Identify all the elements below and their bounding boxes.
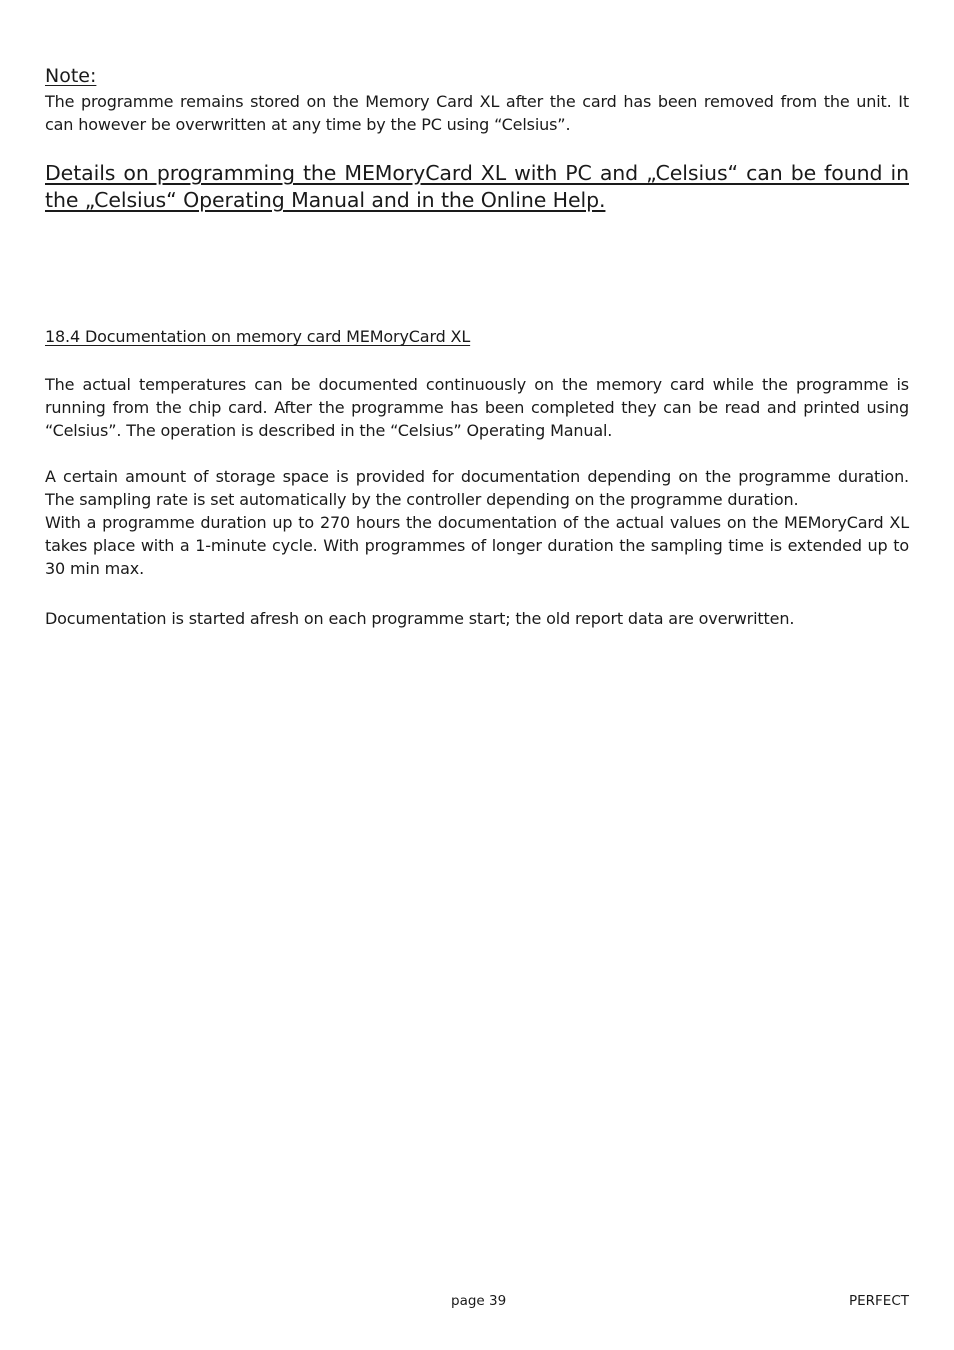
section-paragraph-2 bbox=[45, 465, 909, 580]
details-reference: Details on programming the MEMoryCard XL with PC and „Celsius“ can be found in the „Celsius“ Operating Manual and in the Online Help. bbox=[45, 161, 909, 212]
page-number: page 39 bbox=[451, 1293, 507, 1309]
section-paragraph-3: Documentation is started afresh on each programme start; the old report data are overwritten. bbox=[45, 609, 795, 628]
note-body: The programme remains stored on the Memory Card XL after the card has been removed from the unit. It can however be overwritten at any time by the PC using “Celsius”. bbox=[45, 92, 909, 134]
footer-brand: PERFECT bbox=[848, 1293, 909, 1309]
section-paragraph-1: The actual temperatures can be documented continuously on the memory card while the programme is running from the chip card. After the programme has been completed they can be read and printed using “Celsius”. The operation is described in the “Celsius” Operating Manual. bbox=[45, 375, 909, 440]
section-heading: 18.4 Documentation on memory card MEMoryCard XL bbox=[45, 327, 471, 346]
section-paragraph-2a: A certain amount of storage space is provided for documentation depending on the programme duration. The sampling rate is set automatically by the controller depending on the programme duration. bbox=[45, 467, 909, 509]
section-paragraph-2b: With a programme duration up to 270 hours the documentation of the actual values on the MEMoryCard XL takes place with a 1-minute cycle. With programmes of longer duration the sampling time is extended up to 30 min max. bbox=[45, 513, 909, 578]
note-heading: Note: bbox=[45, 65, 97, 87]
